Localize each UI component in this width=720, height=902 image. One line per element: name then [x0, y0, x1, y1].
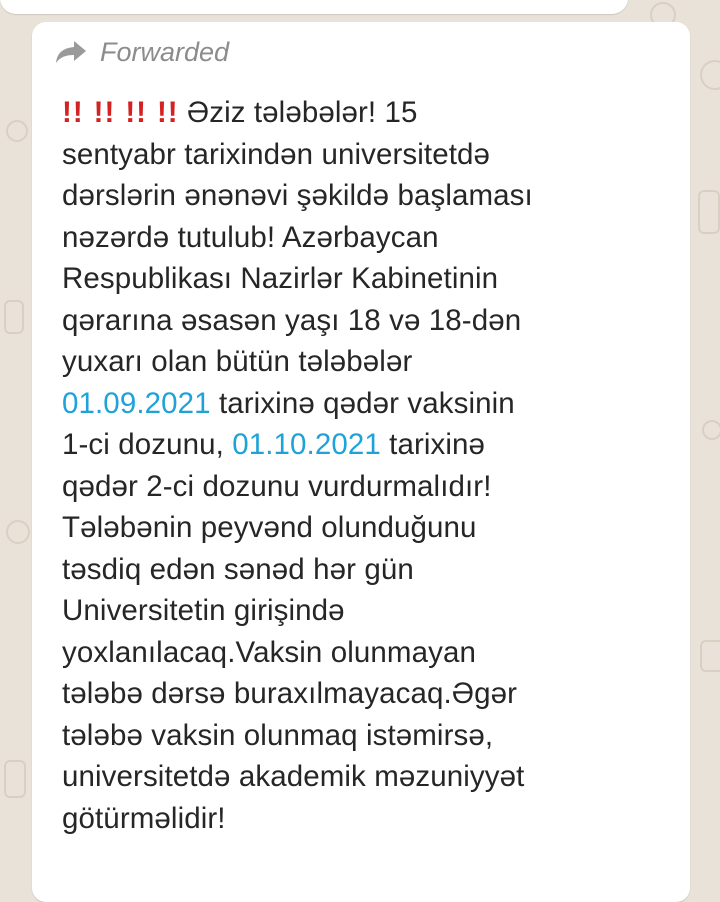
message-fragment: tarixinə	[380, 428, 486, 461]
double-exclamation-emoji: !!	[156, 96, 179, 129]
double-exclamation-emoji: !!	[125, 96, 147, 129]
wallpaper-doodle	[700, 640, 720, 672]
message-line: dərslərin ənənəvi şəkildə başlaması	[62, 179, 533, 212]
message-line: yoxlanılacaq.Vaksin olunmayan	[62, 635, 476, 669]
message-line: təsdiq edən sənəd hər gün	[62, 552, 414, 586]
message-line: qərarına əsasən yaşı 18 və 18-dən	[62, 303, 522, 337]
message-line: nəzərdə tutulub! Azərbaycan	[62, 220, 439, 254]
message-fragment: tarixinə qədər vaksinin	[210, 386, 515, 420]
message-bubble[interactable]	[32, 22, 690, 902]
message-fragment: 1-ci dozunu,	[62, 428, 233, 461]
wallpaper-doodle	[6, 120, 28, 142]
wallpaper-doodle	[4, 300, 24, 334]
message-greeting: Əziz tələbələr! 15	[178, 96, 418, 129]
message-line: qədər 2-ci dozunu vurdurmalıdır!	[62, 469, 492, 503]
message-line: sentyabr tarixindən universitetdə	[62, 137, 491, 171]
previous-message-bubble[interactable]	[0, 0, 628, 14]
forwarded-indicator	[54, 34, 670, 70]
message-line	[62, 92, 670, 134]
message-line: tələbə vaksin olunmaq istəmirsə,	[62, 718, 494, 752]
message-line: yuxarı olan bütün tələbələr	[62, 345, 413, 378]
wallpaper-doodle	[698, 190, 720, 234]
wallpaper-doodle	[6, 520, 30, 544]
message-line	[62, 383, 670, 425]
date-link-first-dose[interactable]: 01.09.2021	[62, 386, 211, 420]
wallpaper-doodle	[4, 760, 26, 798]
forward-arrow-icon	[54, 38, 88, 66]
double-exclamation-emoji: !!	[62, 96, 84, 129]
wallpaper-doodle	[702, 420, 720, 440]
message-line: Tələbənin peyvənd olunduğunu	[62, 511, 477, 544]
message-text	[62, 92, 670, 839]
forwarded-label: Forwarded	[100, 36, 230, 67]
message-line: Respublikası Nazirlər Kabinetinin	[62, 262, 499, 295]
message-line	[62, 424, 670, 466]
wallpaper-doodle	[700, 60, 720, 90]
message-line: tələbə dərsə buraxılmayacaq.Əgər	[62, 677, 518, 710]
message-line: universitetdə akademik məzuniyyət	[62, 760, 525, 793]
date-link-second-dose[interactable]: 01.10.2021	[232, 428, 381, 461]
message-line: götürməlidir!	[62, 801, 226, 835]
message-line: Universitetin girişində	[62, 594, 345, 627]
double-exclamation-emoji: !!	[93, 96, 116, 129]
